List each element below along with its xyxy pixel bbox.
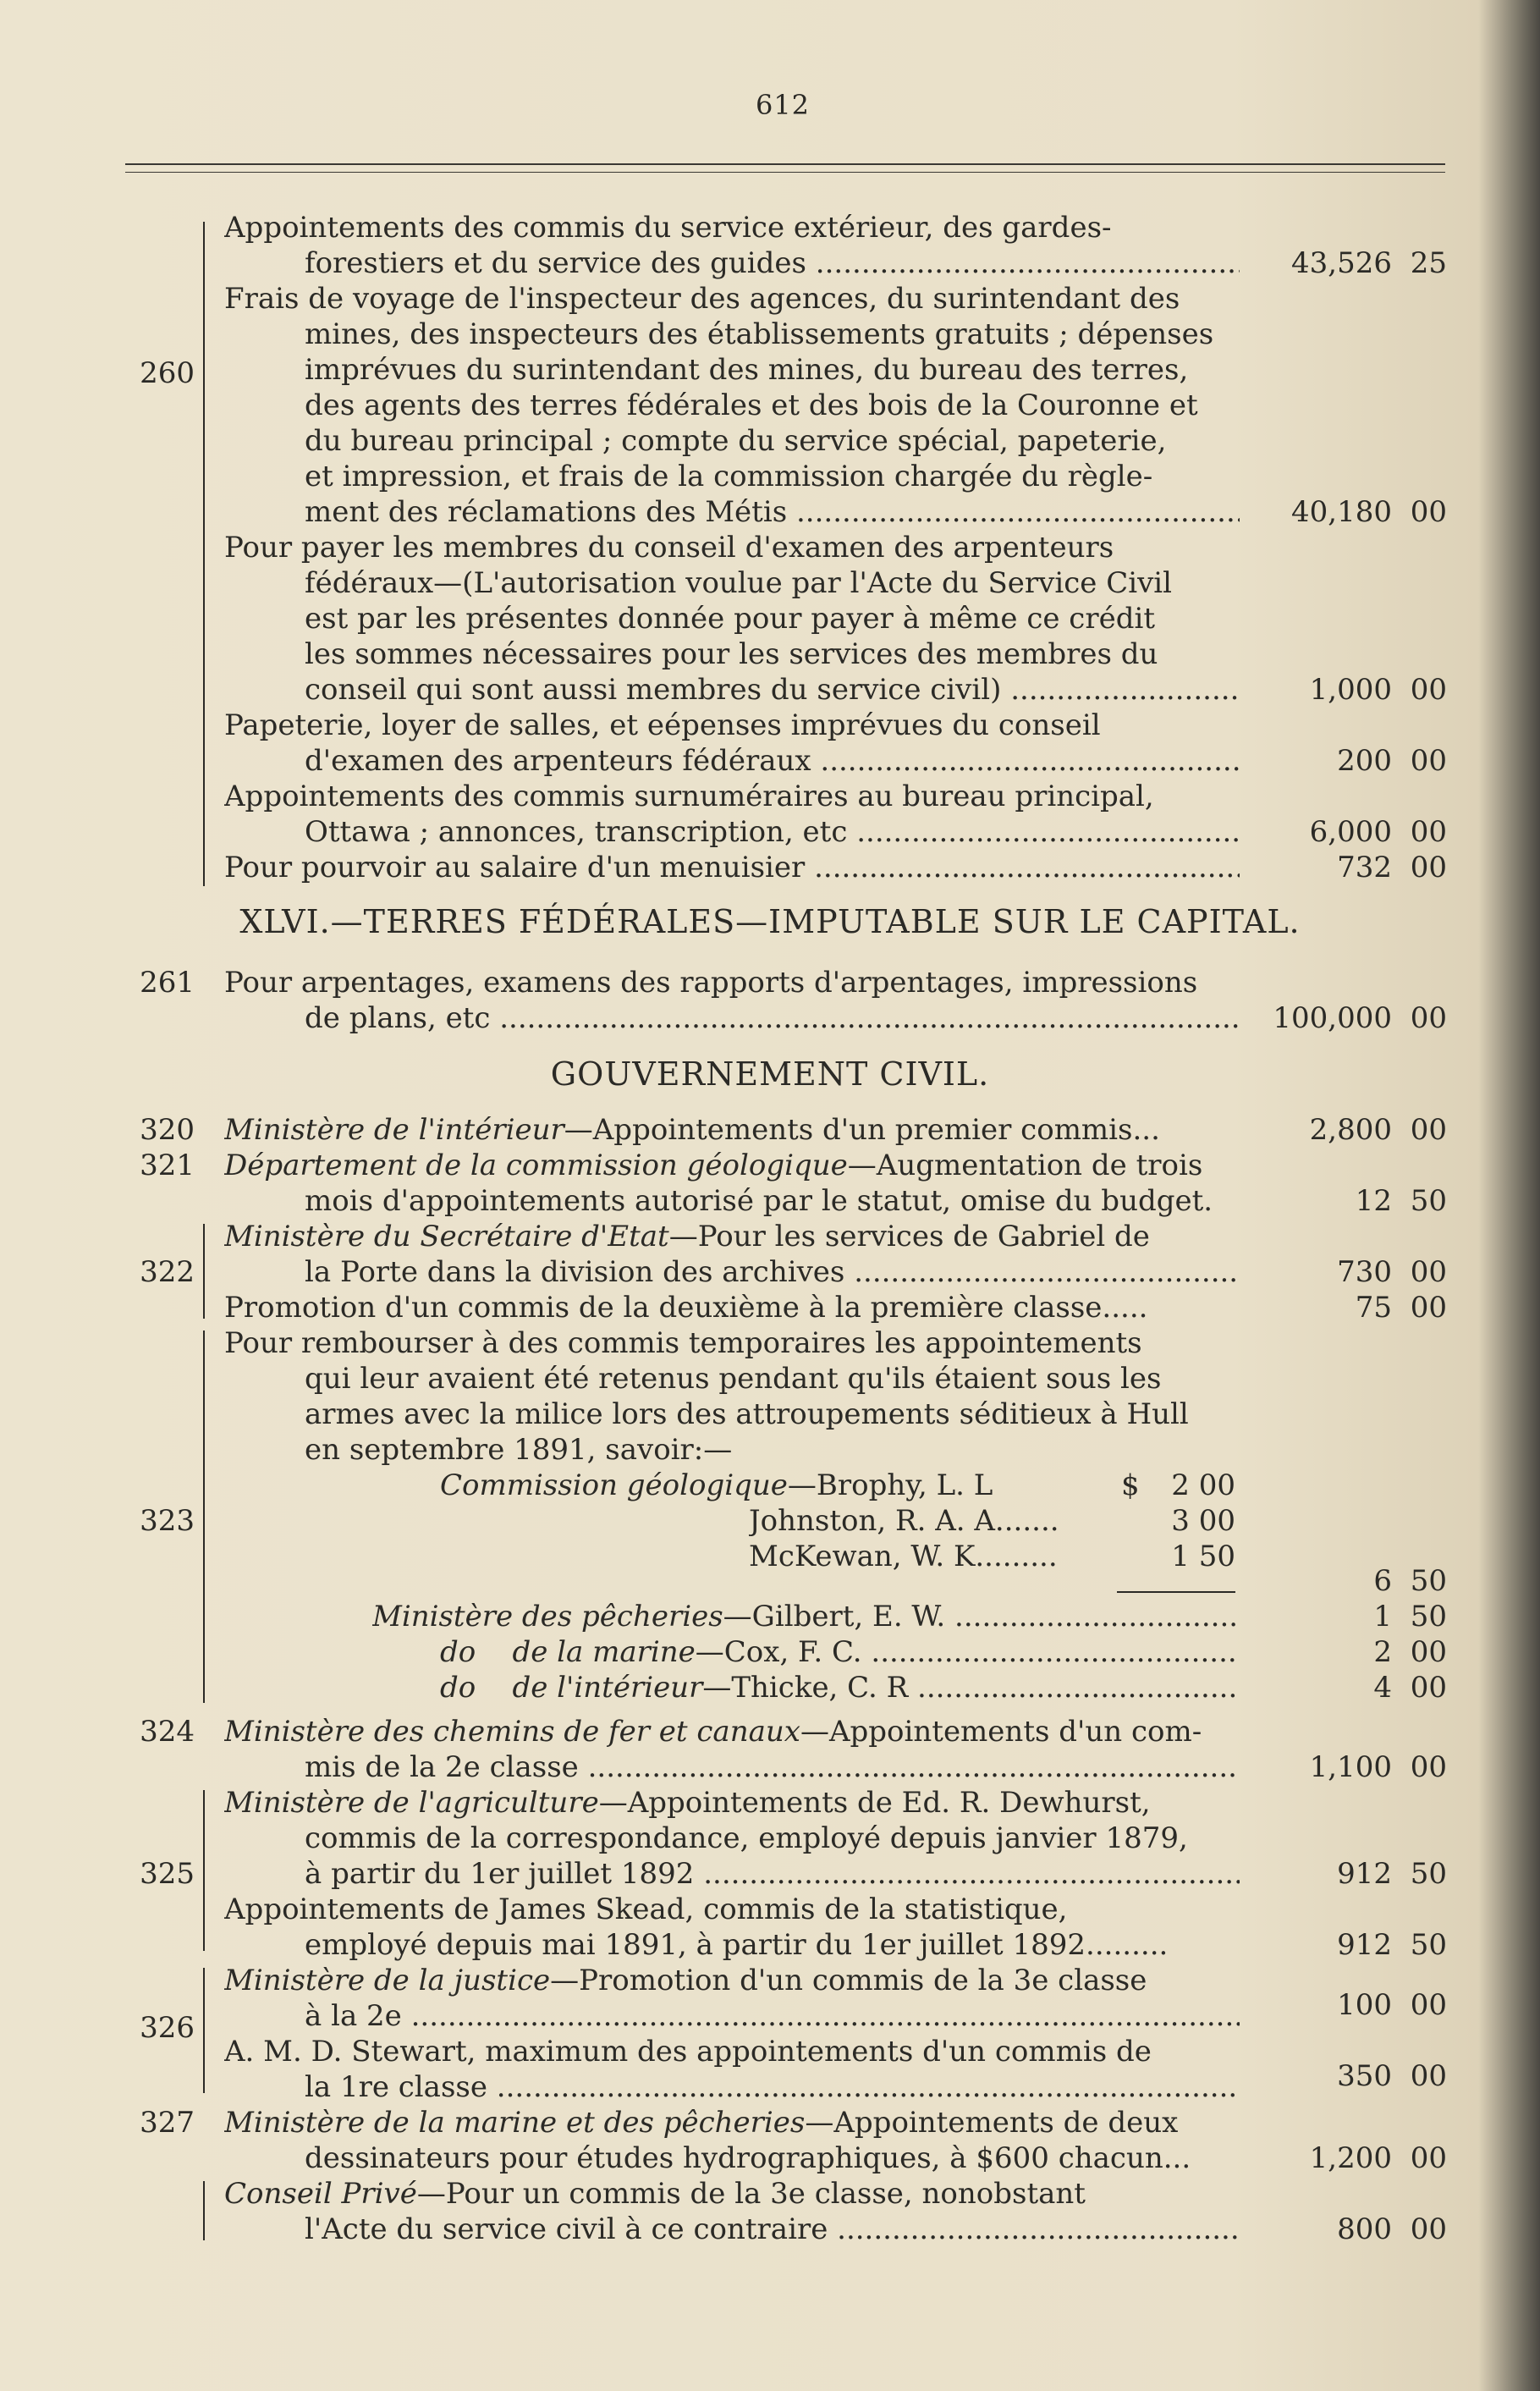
person-name: —Thicke, C. R [702,1671,909,1705]
item-line: fédéraux—(L'autorisation voulue par l'Acte du Service Civil [305,566,1173,600]
item-line: imprévues du surintendant des mines, du bureau des terres, [305,353,1189,387]
person-name: —Brophy, L. L [787,1468,993,1502]
amount-dollars: 6,000 [1309,815,1392,849]
item-line: est par les présentes donnée pour payer à même ce crédit [305,602,1156,636]
amount-cents: 00 [1410,1671,1447,1705]
ministry-title: Ministère de l'intérieur [224,1113,564,1147]
item-text: —Augmentation de trois [847,1149,1203,1182]
brace-322 [203,1224,205,1319]
item-line [224,1785,1240,1821]
amount-dollars: 43,526 [1291,246,1392,280]
item-line: la Porte dans la division des archives ..... [305,1254,1240,1290]
amount-cents: 50 [1410,1184,1447,1218]
page-number: 612 [755,89,811,121]
item-line: du bureau principal ; compte du service spécial, papeterie, [305,424,1167,458]
item-line: Promotion d'un commis de la deuxième à la première classe..... [224,1291,1148,1325]
item-line [224,2176,1240,2212]
amount-cents: 00 [1410,495,1447,529]
item-line [224,2105,1240,2140]
amount-cents: 50 [1410,1857,1447,1891]
ministry-title: Ministère des pêcheries [372,1600,723,1633]
item-line [440,1634,1240,1670]
item-line: conseil qui sont aussi membres du service civil) ..... [305,672,1240,708]
item-line: Appointements des commis du service extérieur, des gardes- [224,211,1112,245]
amount-dollars: 912 [1337,1928,1392,1962]
amount-cents: 00 [1410,2141,1447,2175]
item-line: à partir du 1er juillet 1892 ..... [305,1856,1240,1892]
amount-dollars: 200 [1337,744,1392,778]
sub-amount: 3 00 [1171,1504,1235,1538]
sub-amount: 2 00 [1171,1468,1235,1502]
item-line [440,1670,1240,1705]
amount-dollars: 2,800 [1309,1113,1392,1147]
ditto: do [440,1671,476,1705]
amount-cents: 00 [1410,851,1447,884]
header-rule [125,163,1445,165]
brace-323 [203,1330,205,1703]
brace-260 [203,222,205,886]
amount-dollars: 1,100 [1309,1750,1392,1784]
amount-dollars: 1,000 [1309,673,1392,707]
ministry-title: Ministère de la justice [224,1964,551,1997]
item-line: de plans, etc ..... [305,1000,1240,1036]
item-line [372,1599,1240,1634]
vote-number-322: 322 [140,1255,195,1289]
item-line: d'examen des arpenteurs fédéraux ..... [305,743,1240,779]
person-name: —Gilbert, E. W. [723,1600,946,1633]
item-line: la 1re classe ..... [305,2069,1240,2105]
item-line [224,1963,1240,1998]
item-line: Pour pourvoir au salaire d'un menuisier ..... [224,850,1240,885]
item-line: l'Acte du service civil à ce contraire ..... [305,2212,1240,2247]
amount-cents: 25 [1410,246,1447,280]
item-line [440,1468,1100,1503]
amount-dollars: 732 [1337,851,1392,884]
person-name: Johnston, R. A. A....... [749,1504,1059,1538]
amount-dollars: 2 [1373,1635,1392,1669]
vote-number-320: 320 [140,1113,195,1147]
vote-number-327: 327 [140,2106,195,2140]
amount-dollars: 912 [1337,1857,1392,1891]
item-line: commis de la correspondance, employé depuis janvier 1879, [305,1821,1188,1855]
ministry-title: Ministère du Secrétaire d'Etat [224,1220,669,1253]
amount-dollars: 800 [1337,2212,1392,2246]
person-name: McKewan, W. K......... [749,1540,1058,1573]
amount-cents: 00 [1410,1255,1447,1289]
vote-number-326: 326 [140,2011,195,2045]
item-line: Appointements de James Skead, commis de la statistique, [224,1892,1068,1926]
ministry-title: Département de la commission géologique [224,1149,848,1182]
item-text: —Appointements d'un premier commis... [564,1113,1160,1147]
brace-325 [203,1790,205,1951]
brace-conseil [203,2181,205,2240]
item-line: ment des réclamations des Métis ..... [305,494,1240,530]
ministry-title: Conseil Privé [224,2177,417,2211]
amount-dollars: 100,000 [1273,1001,1392,1035]
item-line: Pour payer les membres du conseil d'examen des arpenteurs [224,531,1114,565]
item-line: Appointements des commis surnuméraires au bureau principal, [224,780,1154,813]
item-line: les sommes nécessaires pour les services des membres du [305,637,1158,671]
item-line: employé depuis mai 1891, à partir du 1er juillet 1892......... [305,1928,1169,1962]
dollar-sign: $ [1121,1468,1140,1502]
amount-dollars: 730 [1337,1255,1392,1289]
item-line: armes avec la milice lors des attroupements séditieux à Hull [305,1397,1189,1431]
vote-number-321: 321 [140,1149,195,1182]
amount-cents: 00 [1410,1001,1447,1035]
item-line: Papeterie, loyer de salles, et eépenses imprévues du conseil [224,708,1101,742]
item-line: qui leur avaient été retenus pendant qu'ils étaient sous les [305,1362,1162,1396]
person-name: —Cox, F. C. [695,1635,862,1669]
ministry-title: Ministère de la marine et des pêcheries [224,2106,806,2140]
item-text: —Appointements d'un com- [800,1715,1202,1749]
item-text: —Appointements de deux [805,2106,1179,2140]
amount-cents: 50 [1410,1600,1447,1633]
amount-dollars: 1,200 [1309,2141,1392,2175]
amount-dollars: 100 [1337,1988,1392,2022]
amount-cents: 00 [1410,2059,1447,2093]
item-text: —Pour un commis de la 3e classe, nonobstant [416,2177,1086,2211]
item-line: Pour arpentages, examens des rapports d'arpentages, impressions [224,966,1198,1000]
section-heading: XLVI.—TERRES FÉDÉRALES—IMPUTABLE SUR LE CAPITAL. [239,903,1301,940]
item-line: mois d'appointements autorisé par le statut, omise du budget. [305,1184,1213,1218]
item-line [224,1219,1240,1254]
amount-dollars: 75 [1355,1291,1392,1325]
header-rule-thin [125,172,1445,173]
item-text: —Pour les services de Gabriel de [668,1220,1150,1253]
amount-dollars: 1 [1373,1600,1392,1633]
ministry-title: de l'intérieur [512,1671,703,1705]
item-line: Frais de voyage de l'inspecteur des agences, du surintendant des [224,282,1180,316]
amount-cents: 50 [1410,1564,1447,1598]
vote-number-325: 325 [140,1857,195,1891]
item-line: dessinateurs pour études hydrographiques, à $600 chacun... [305,2141,1191,2175]
item-line: forestiers et du service des guides ..... [305,245,1240,281]
amount-cents: 00 [1410,1750,1447,1784]
item-line: mis de la 2e classe ..... [305,1749,1240,1785]
amount-dollars: 350 [1337,2059,1392,2093]
vote-number-260: 260 [140,356,195,390]
item-line [224,1148,1240,1183]
ministry-title: Commission géologique [440,1468,788,1502]
subtotal-rule [1117,1591,1235,1593]
section-heading: GOUVERNEMENT CIVIL. [550,1055,990,1093]
vote-number-323: 323 [140,1504,195,1538]
amount-cents: 00 [1410,1635,1447,1669]
amount-dollars: 4 [1373,1671,1392,1705]
item-line [224,1714,1240,1749]
amount-dollars: 40,180 [1291,495,1392,529]
item-line: en septembre 1891, savoir:— [305,1433,733,1467]
amount-cents: 00 [1410,815,1447,849]
item-line: et impression, et frais de la commission chargée du règle- [305,460,1153,493]
ministry-title: de la marine [512,1635,696,1669]
item-text: —Appointements de Ed. R. Dewhurst, [598,1786,1151,1820]
amount-cents: 00 [1410,1291,1447,1325]
item-line: mines, des inspecteurs des établissements gratuits ; dépenses [305,317,1214,351]
item-line: Ottawa ; annonces, transcription, etc ..... [305,814,1240,850]
amount-cents: 00 [1410,673,1447,707]
amount-cents: 00 [1410,744,1447,778]
amount-dollars: 6 [1373,1564,1392,1598]
brace-326 [203,1968,205,2093]
vote-number-324: 324 [140,1715,195,1749]
amount-cents: 00 [1410,2212,1447,2246]
vote-number-261: 261 [140,966,195,1000]
item-line [224,1112,1240,1148]
amount-cents: 00 [1410,1113,1447,1147]
sub-amount: 1 50 [1171,1540,1235,1573]
amount-cents: 50 [1410,1928,1447,1962]
item-line: à la 2e ..... [305,1998,1240,2034]
item-line: A. M. D. Stewart, maximum des appointements d'un commis de [224,2035,1152,2069]
item-line: Pour rembourser à des commis temporaires les appointements [224,1326,1142,1360]
amount-dollars: 12 [1355,1184,1392,1218]
ministry-title: Ministère des chemins de fer et canaux [224,1715,800,1749]
item-text: —Promotion d'un commis de la 3e classe [550,1964,1147,1997]
item-line: des agents des terres fédérales et des bois de la Couronne et [305,388,1198,422]
ditto: do [440,1635,476,1669]
amount-cents: 00 [1410,1988,1447,2022]
ministry-title: Ministère de l'agriculture [224,1786,599,1820]
